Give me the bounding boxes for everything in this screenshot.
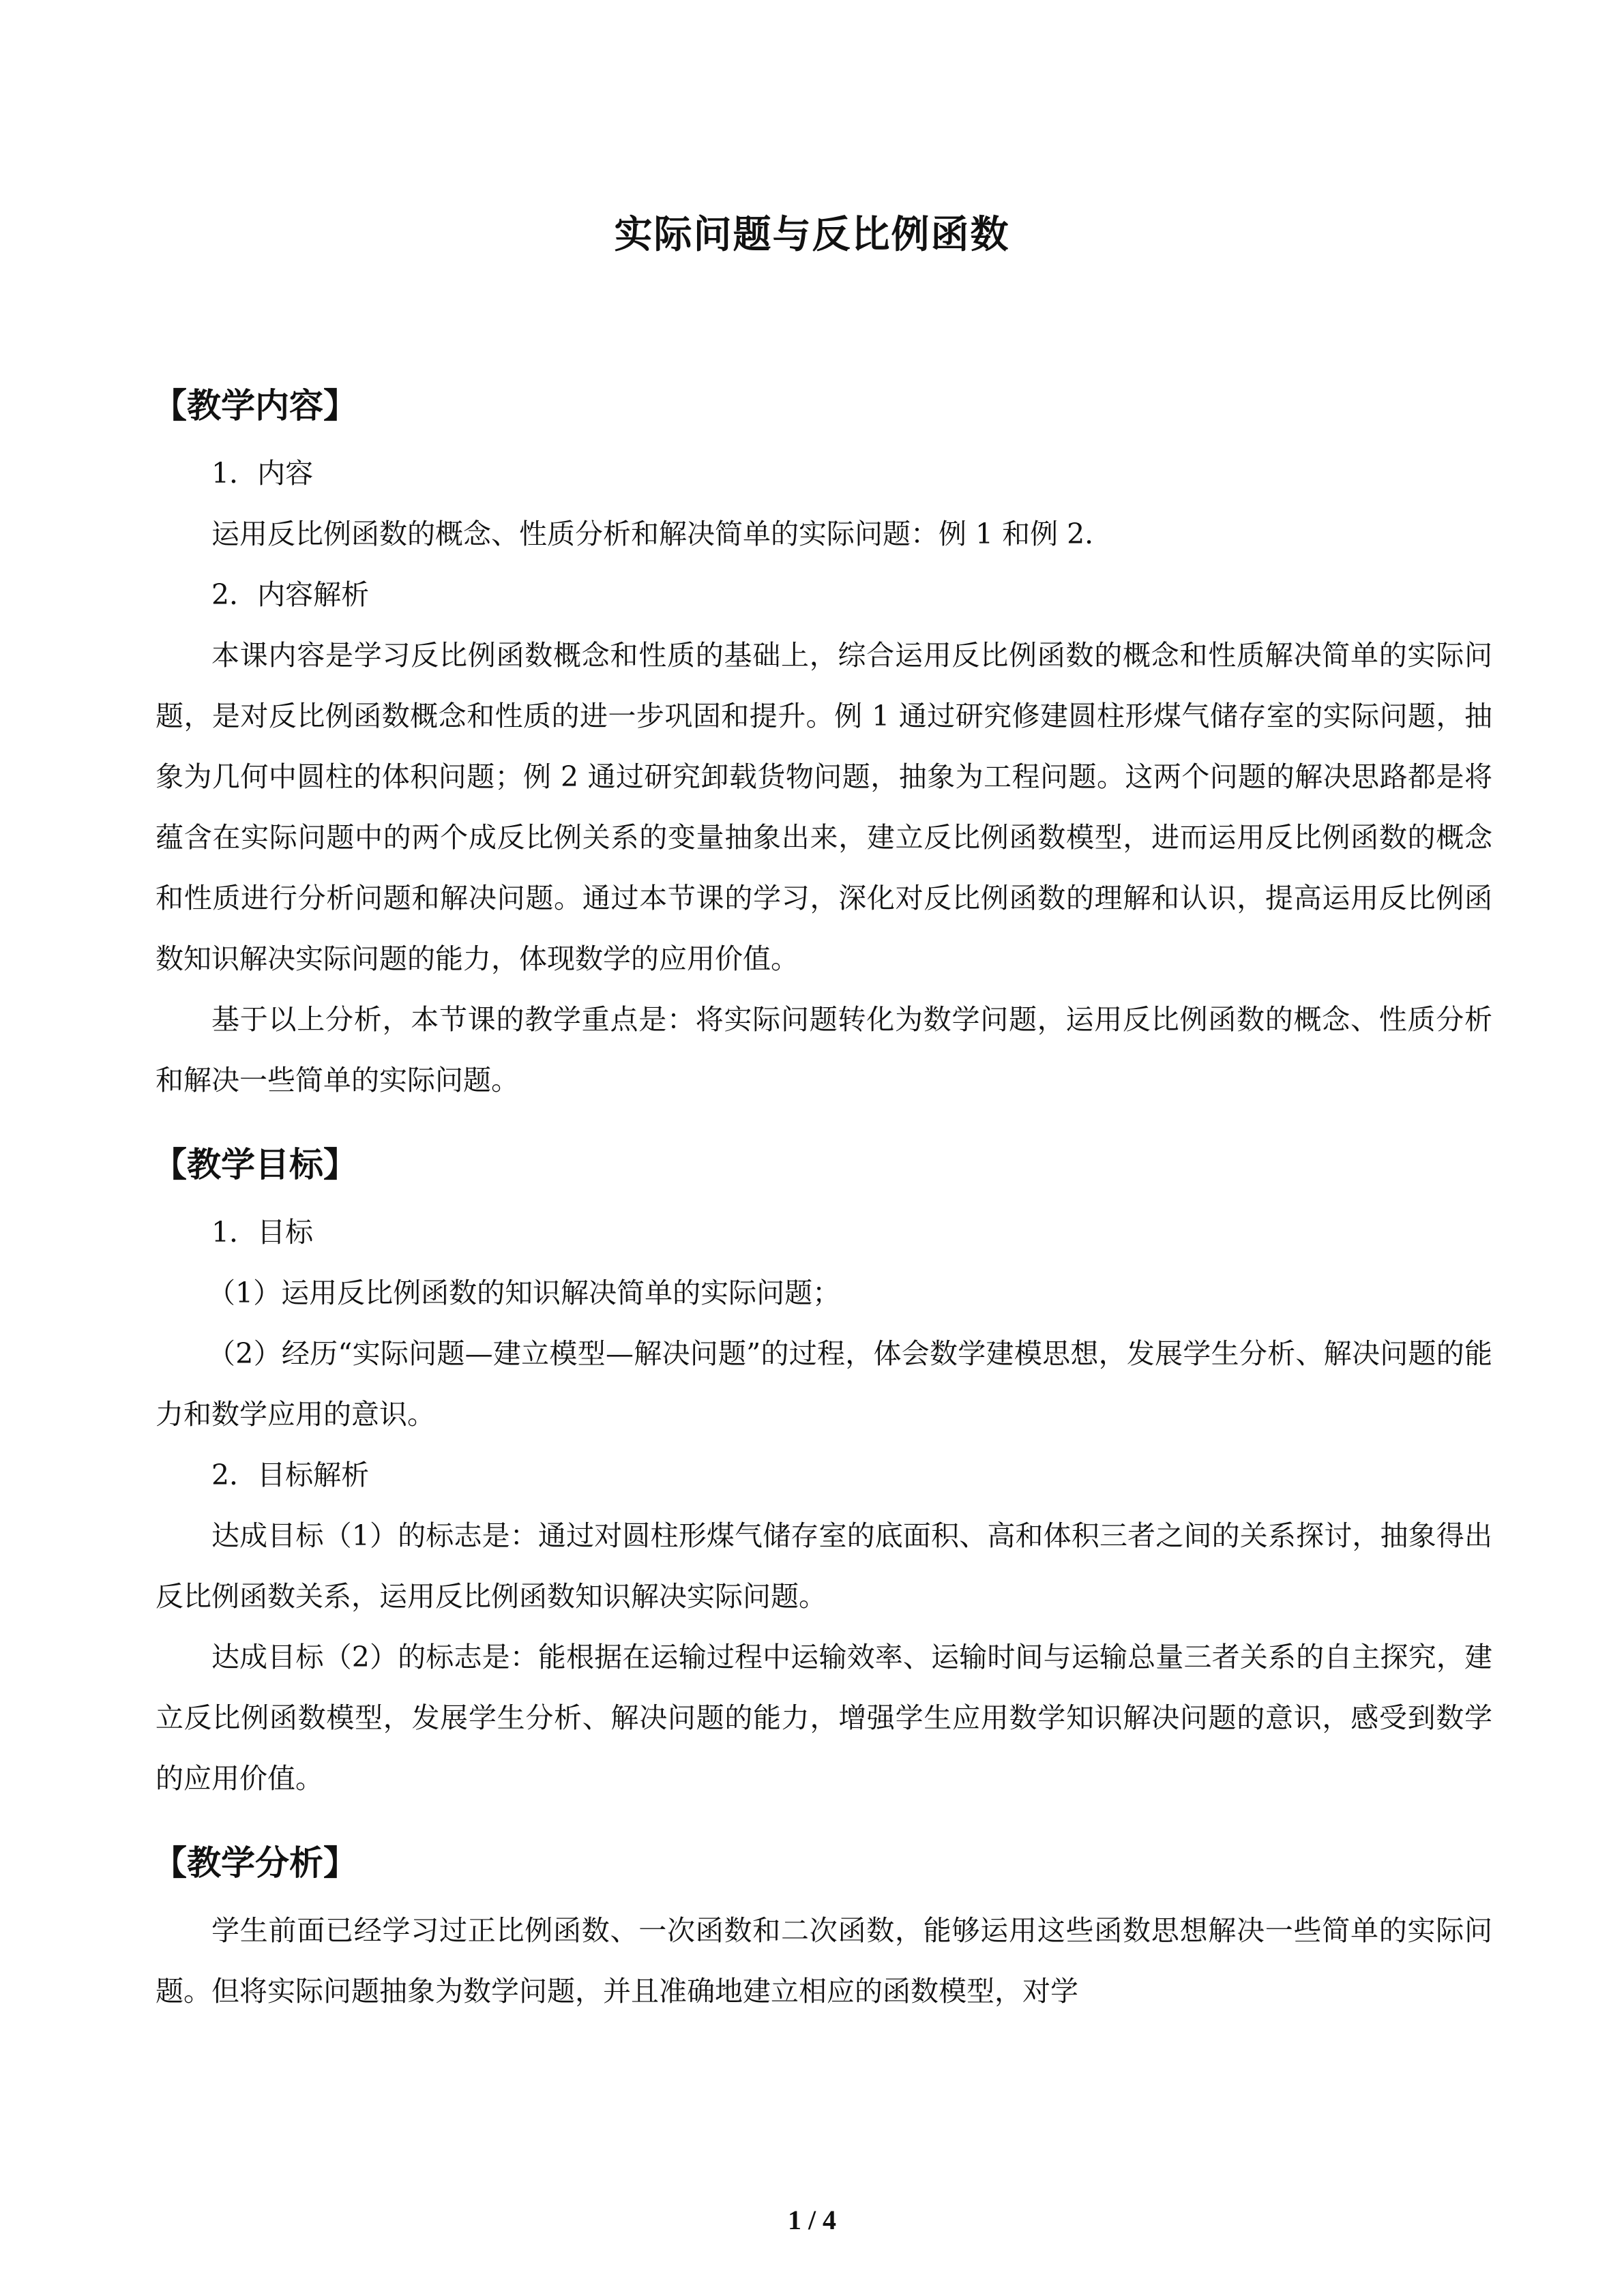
- section-heading-teaching-analysis: 【教学分析】: [153, 1843, 357, 1883]
- paragraph-goal-2-analysis: 达成目标（2）的标志是：能根据在运输过程中运输效率、运输时间与运输总量三者关系的自主探究，建立反比例函数模型，发展学生分析、解决问题的能力，增强学生应用数学知识解决问题的意识，感受到数学的应用价值。: [156, 1641, 1492, 1795]
- paragraph-goal-1-analysis: 达成目标（1）的标志是：通过对圆柱形煤气储存室的底面积、高和体积三者之间的关系探讨，抽象得出反比例函数关系，运用反比例函数知识解决实际问题。: [156, 1519, 1492, 1613]
- page-number: 1 / 4: [787, 2205, 837, 2235]
- subheading-content-analysis: 2．内容解析: [211, 578, 370, 611]
- paragraph-content-analysis: 本课内容是学习反比例函数概念和性质的基础上，综合运用反比例函数的概念和性质解决简单的实际问题，是对反比例函数概念和性质的进一步巩固和提升。例 1 通过研究修建圆柱形煤气储存室的实际问题，抽象为几何中圆柱的体积问题；例 2 通过研究卸载货物问题，抽象为工程问题。这两个问题的解决思路都是将蕴含在实际问题中的两个成反比例关系的变量抽象出来，建立反比例函数模型，进而运用反比例函数的概念和性质进行分析问题和解决问题。通过本节课的学习，深化对反比例函数的理解和认识，提高运用反比例函数知识解决实际问题的能力，体现数学的应用价值。: [156, 639, 1492, 975]
- paragraph-teaching-focus: 基于以上分析，本节课的教学重点是：将实际问题转化为数学问题，运用反比例函数的概念、性质分析和解决一些简单的实际问题。: [156, 1003, 1492, 1097]
- document-body: [153, 368, 1492, 2022]
- subheading-goals: 1．目标: [211, 1216, 314, 1249]
- subheading-goals-analysis: 2．目标解析: [211, 1459, 370, 1491]
- goal-item-1: （1）运用反比例函数的知识解决简单的实际问题；: [207, 1277, 841, 1309]
- document-title: 实际问题与反比例函数: [614, 213, 1010, 257]
- goal-item-2: （2）经历“实际问题—建立模型—解决问题”的过程，体会数学建模思想，发展学生分析、解决问题的能力和数学应用的意识。: [156, 1337, 1492, 1431]
- paragraph-content: 运用反比例函数的概念、性质分析和解决简单的实际问题：例 1 和例 2．: [211, 518, 1113, 550]
- section-heading-teaching-content: 【教学内容】: [153, 386, 357, 426]
- paragraph-student-analysis: 学生前面已经学习过正比例函数、一次函数和二次函数，能够运用这些函数思想解决一些简单的实际问题。但将实际问题抽象为数学问题，并且准确地建立相应的函数模型，对学: [156, 1914, 1492, 2008]
- section-heading-teaching-goals: 【教学目标】: [153, 1145, 357, 1184]
- subheading-content: 1．内容: [211, 457, 314, 490]
